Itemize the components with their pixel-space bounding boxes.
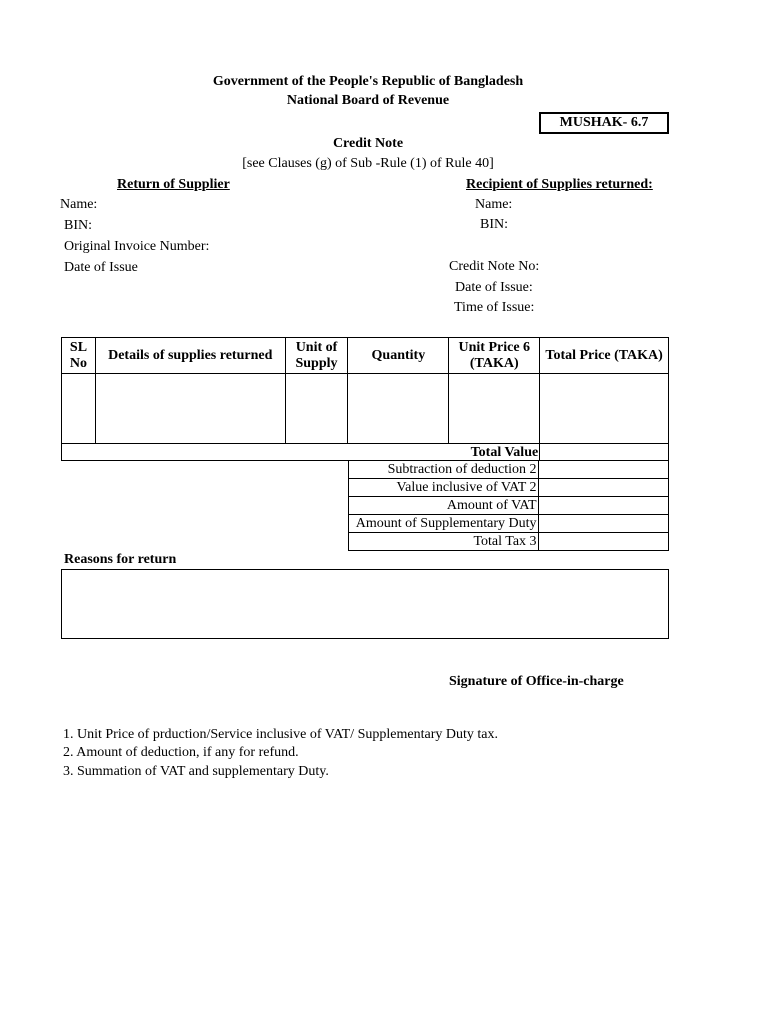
supplementary-duty-label: Amount of Supplementary Duty [349,515,539,533]
board-title: National Board of Revenue [286,93,450,108]
summary-row [349,515,669,533]
vat-amount-label: Amount of VAT [349,497,539,515]
header-quantity: Quantity [348,338,449,374]
form-code-box: MUSHAK- 6.7 [539,112,669,134]
reasons-heading: Reasons for return [64,552,177,567]
unit-cell[interactable] [285,374,348,444]
issue-date-label: Date of Issue: [455,280,533,295]
footnote-3: 3. Summation of VAT and supplementary Duty. [63,764,329,779]
total-value-cell[interactable] [540,444,669,461]
tax-summary-table [348,460,669,551]
recipient-heading: Recipient of Supplies returned: [466,177,653,192]
recipient-bin-label: BIN: [480,217,508,232]
government-title: Government of the People's Republic of Bangladesh [212,74,524,89]
quantity-cell[interactable] [348,374,449,444]
total-value-label: Total Value [62,444,540,461]
summary-row [349,533,669,551]
value-inclusive-vat-label: Value inclusive of VAT 2 [349,479,539,497]
supplementary-duty-value[interactable] [538,515,668,533]
table-row [62,374,669,444]
credit-note-number-label: Credit Note No: [449,259,540,274]
header-sl-no: SL No [62,338,96,374]
signature-label: Signature of Office-in-charge [449,674,624,689]
deduction-label: Subtraction of deduction 2 [349,461,539,479]
supplier-bin-label: BIN: [64,218,92,233]
header-details: Details of supplies returned [95,338,285,374]
original-invoice-label: Original Invoice Number: [64,239,210,254]
recipient-name-label: Name: [475,197,513,212]
document-subtitle: [see Clauses (g) of Sub -Rule (1) of Rule 40] [242,156,494,171]
footnote-1: 1. Unit Price of prduction/Service inclusive of VAT/ Supplementary Duty tax. [63,727,498,742]
sl-no-cell[interactable] [62,374,96,444]
supplier-name-label: Name: [60,197,98,212]
summary-row [349,497,669,515]
unit-price-cell[interactable] [449,374,540,444]
summary-row [349,479,669,497]
issue-time-label: Time of Issue: [454,300,535,315]
value-inclusive-vat-value[interactable] [538,479,668,497]
summary-row [349,461,669,479]
total-value-row [62,444,669,461]
total-tax-label: Total Tax 3 [349,533,539,551]
total-price-cell[interactable] [540,374,669,444]
total-tax-value[interactable] [538,533,668,551]
supplier-date-label: Date of Issue [64,260,138,275]
header-total-price: Total Price (TAKA) [540,338,669,374]
header-unit-price: Unit Price 6 (TAKA) [449,338,540,374]
footnote-2: 2. Amount of deduction, if any for refund. [63,745,299,760]
vat-amount-value[interactable] [538,497,668,515]
table-header-row [62,338,669,374]
header-unit-of-supply: Unit of Supply [285,338,348,374]
details-cell[interactable] [95,374,285,444]
returned-supplies-table [61,337,669,461]
supplier-heading: Return of Supplier [117,177,230,192]
deduction-value[interactable] [538,461,668,479]
reasons-text-box[interactable] [61,569,669,639]
document-title: Credit Note [332,136,404,151]
